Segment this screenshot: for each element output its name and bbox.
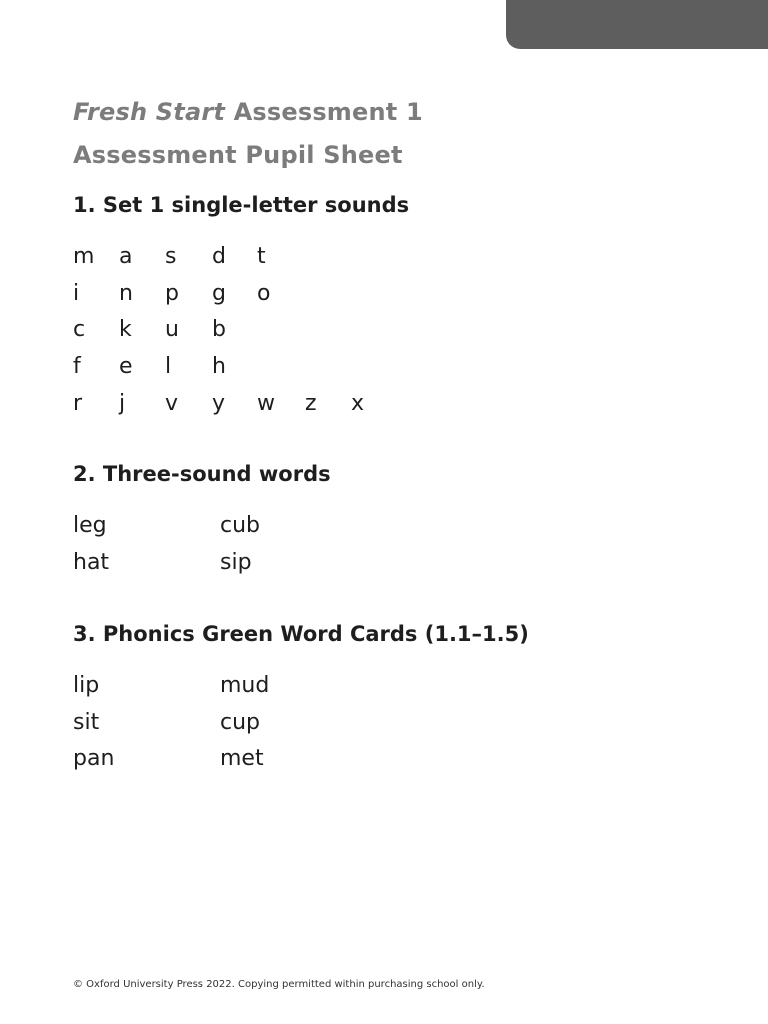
letter-item: v: [165, 390, 179, 416]
letter-item: b: [212, 317, 226, 343]
word-item: pan: [73, 746, 115, 771]
letter-item: f: [73, 354, 81, 380]
letter-item: r: [73, 390, 83, 416]
word-item: sit: [73, 709, 100, 735]
page-title-italic: Fresh Start: [73, 98, 226, 126]
letter-item: e: [119, 354, 133, 380]
letter-item: w: [257, 390, 275, 416]
section-heading-letter-sounds: 1. Set 1 single-letter sounds: [73, 193, 410, 217]
section-heading-three-sound-words: 2. Three-sound words: [73, 462, 331, 486]
letter-item: t: [257, 244, 266, 269]
word-item: sip: [220, 549, 252, 575]
letter-item: l: [165, 354, 172, 380]
letter-item: m: [73, 244, 95, 269]
word-item: cub: [220, 513, 261, 538]
letter-item: z: [305, 390, 317, 416]
letter-item: j: [119, 390, 126, 416]
letter-item: i: [73, 280, 80, 306]
copyright-footer: © Oxford University Press 2022. Copying permitted within purchasing school only.: [73, 979, 485, 990]
page-title-rest: Assessment 1: [225, 98, 423, 126]
letter-item: u: [165, 317, 179, 343]
letter-item: k: [119, 317, 132, 343]
word-item: mud: [220, 673, 270, 698]
letter-item: g: [212, 280, 226, 306]
word-item: met: [220, 746, 264, 771]
letter-item: a: [119, 244, 133, 269]
word-item: hat: [73, 549, 110, 575]
letter-item: d: [212, 244, 226, 269]
letter-item: s: [165, 244, 177, 269]
corner-tab: [506, 0, 768, 49]
letter-item: c: [73, 317, 86, 343]
page-title: [73, 98, 423, 126]
letter-item: n: [119, 280, 133, 306]
word-item: cup: [220, 709, 261, 735]
letter-item: x: [351, 390, 365, 416]
word-item: lip: [73, 673, 100, 698]
letter-item: p: [165, 280, 179, 306]
page-subtitle: Assessment Pupil Sheet: [73, 141, 403, 169]
word-item: leg: [73, 513, 107, 538]
letter-item: y: [212, 390, 226, 416]
letter-item: h: [212, 354, 226, 380]
letter-item: o: [257, 280, 271, 306]
section-heading-green-word-cards: 3. Phonics Green Word Cards (1.1–1.5): [73, 622, 529, 646]
